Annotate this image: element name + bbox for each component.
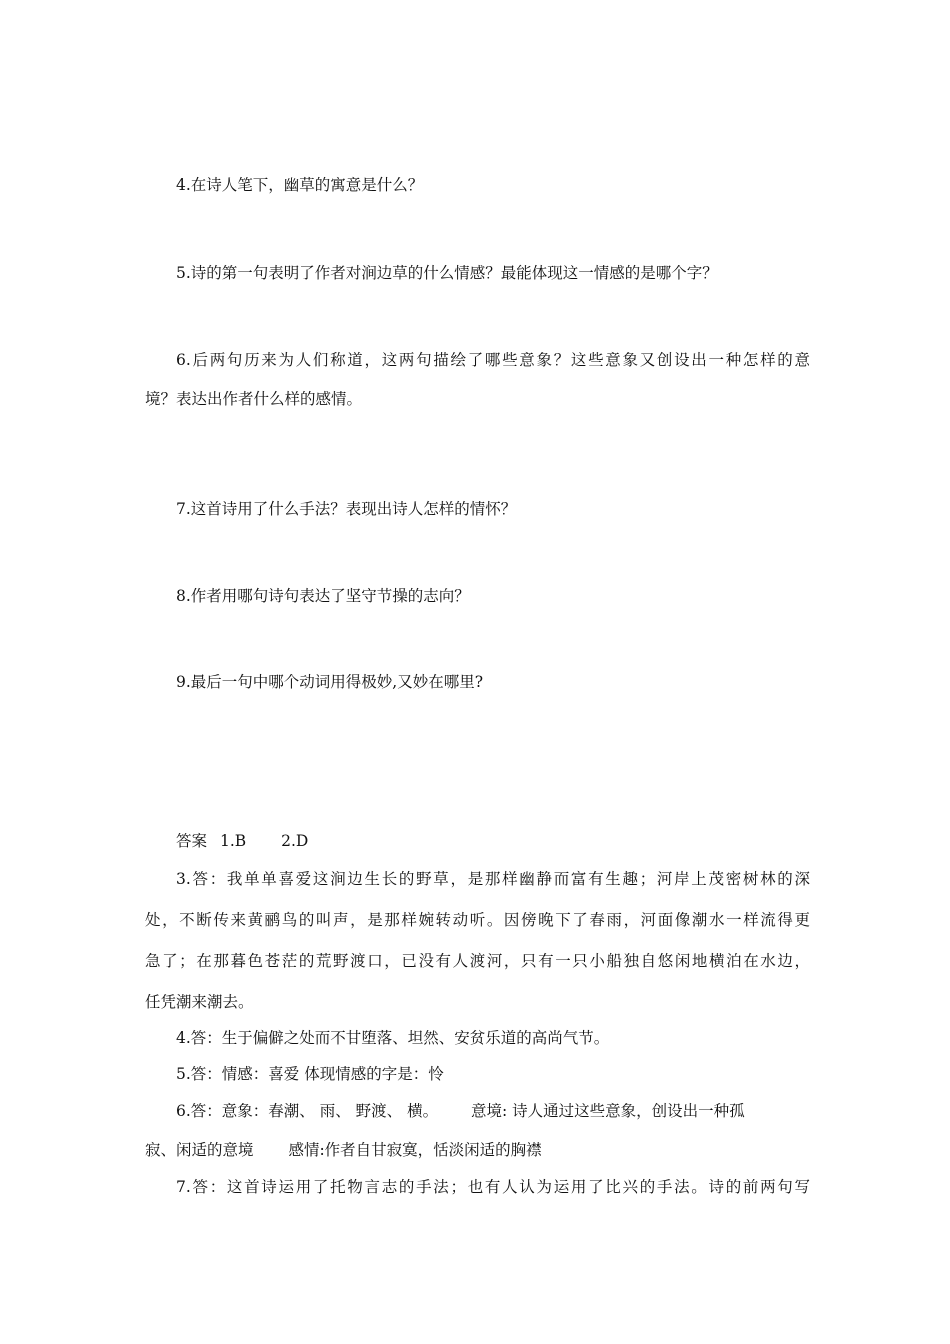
answer-6-line-1 — [176, 1100, 810, 1122]
question-8: 8.作者用哪句诗句表达了坚守节操的志向？ — [176, 587, 470, 605]
answer-3-line-4: 任凭潮来潮去。 — [145, 993, 254, 1011]
answer-6-imagery: 6.答：意象：春潮、 雨、 野渡、 横。 — [176, 1102, 439, 1120]
answer-header-label: 答案 — [176, 832, 208, 850]
answer-1: 1.B — [219, 832, 247, 850]
answer-6-feeling: 感情:作者自甘寂寞，恬淡闲适的胸襟 — [288, 1141, 542, 1159]
answer-5: 5.答：情感：喜爱 体现情感的字是：怜 — [176, 1065, 444, 1083]
answer-header — [176, 830, 810, 852]
question-9: 9.最后一句中哪个动词用得极妙,又妙在哪里? — [176, 673, 484, 691]
question-5: 5.诗的第一句表明了作者对涧边草的什么情感？最能体现这一情感的是哪个字？ — [176, 264, 718, 282]
answer-4: 4.答：生于偏僻之处而不甘堕落、坦然、安贫乐道的高尚气节。 — [176, 1029, 610, 1047]
answer-2: 2.D — [281, 832, 309, 850]
answer-6-mood-cont: 寂、闲适的意境 — [145, 1141, 254, 1159]
answer-3-line-1: 3.答：我单单喜爱这涧边生长的野草，是那样幽静而富有生趣；河岸上茂密树林的深 — [176, 870, 810, 888]
answer-6-line-2 — [145, 1139, 810, 1161]
answer-3-line-2: 处，不断传来黄鹂鸟的叫声，是那样婉转动听。因傍晚下了春雨，河面像潮水一样流得更 — [145, 911, 810, 929]
question-6-line-1: 6.后两句历来为人们称道，这两句描绘了哪些意象？这些意象又创设出一种怎样的意 — [176, 351, 810, 369]
answer-6-mood: 意境: 诗人通过这些意象，创设出一种孤 — [471, 1102, 745, 1120]
question-6-line-2: 境？表达出作者什么样的感情。 — [145, 390, 363, 408]
question-4: 4.在诗人笔下，幽草的寓意是什么？ — [176, 176, 424, 194]
answer-7-line-1: 7.答：这首诗运用了托物言志的手法；也有人认为运用了比兴的手法。诗的前两句写 — [176, 1178, 810, 1196]
answer-3-line-3: 急了；在那暮色苍茫的荒野渡口，已没有人渡河，只有一只小船独自悠闲地横泊在水边， — [145, 952, 810, 970]
question-7: 7.这首诗用了什么手法？表现出诗人怎样的情怀？ — [176, 500, 517, 518]
